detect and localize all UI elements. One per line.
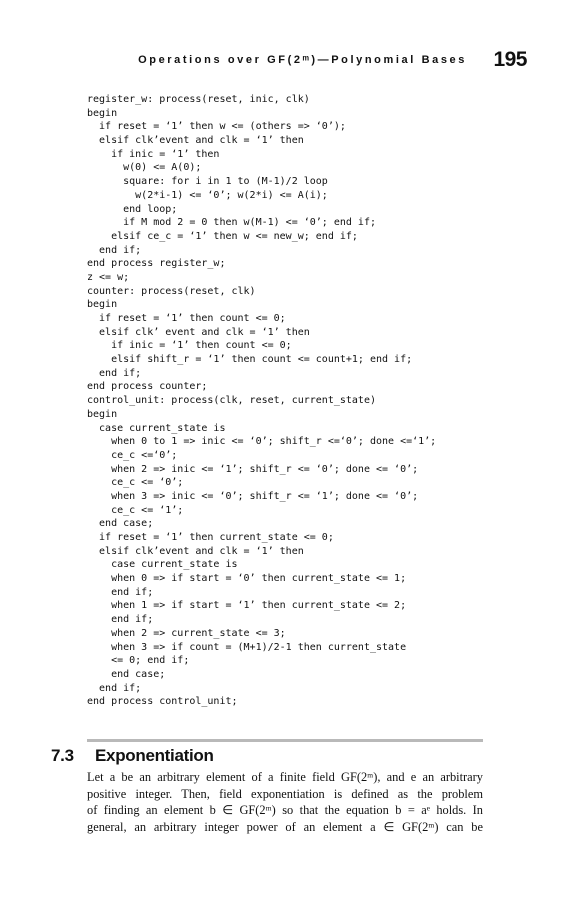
code-line: when 2 => current_state <= 3; [87,627,286,639]
paragraph-line: positive integer. Then, field exponentiation is defined as the problem [87,786,483,801]
code-line: <= 0; end if; [87,655,190,667]
paragraph-line: of finding an element b ∈ GF(2ᵐ) so that the equation b = aᵉ holds. In [87,803,483,817]
code-line: when 1 => if start = ‘1’ then current_state <= 2; [87,600,407,612]
code-line: if reset = ‘1’ then w <= (others => ‘0’); [87,121,346,133]
body-paragraph [87,769,483,835]
code-line: ce_c <= ‘0’; [87,477,184,489]
code-line: elsif ce_c = ‘1’ then w <= new_w; end if; [87,230,358,242]
code-line: end if; [87,614,154,626]
section-heading [51,746,214,766]
code-line: when 0 => if start = ‘0’ then current_state <= 1; [87,573,407,585]
running-header [86,48,527,72]
code-line: end if; [87,244,142,256]
code-line: if inic = ‘1’ then count <= 0; [87,340,292,352]
section-number: 7.3 [51,746,74,765]
code-line: end if; [87,682,142,694]
code-line: end if; [87,367,142,379]
code-line: w(0) <= A(0); [87,162,202,174]
code-line: elsif shift_r = ‘1’ then count <= count+1; end if; [87,354,413,366]
code-line: control_unit: process(clk, reset, current_state) [87,395,376,407]
section-title: Exponentiation [95,746,214,765]
running-title: Operations over GF(2ᵐ)—Polynomial Bases [138,54,467,66]
code-line: when 3 => inic <= ‘0’; shift_r <= ‘1’; done <= ‘0’; [87,490,419,502]
code-line: end if; [87,586,154,598]
code-line: begin [87,408,118,420]
code-line: case current_state is [87,559,238,571]
code-line: ce_c <=‘0’; [87,449,178,461]
code-line: elsif clk’event and clk = ‘1’ then [87,545,304,557]
paragraph-line: Let a be an arbitrary element of a finite field GF(2ᵐ), and e an arbitrary [87,770,483,784]
code-line: ce_c <= ‘1’; [87,504,184,516]
code-line: if reset = ‘1’ then count <= 0; [87,313,286,324]
code-line: w(2*i-1) <= ‘0’; w(2*i) <= A(i); [87,189,328,201]
code-line: end process register_w; [87,258,226,270]
code-line: case current_state is [87,422,226,434]
code-line: if M mod 2 = 0 then w(M-1) <= ‘0’; end if; [87,217,376,229]
paragraph-line: general, an arbitrary integer power of an element a ∈ GF(2ᵐ) can be [87,819,483,834]
code-line: counter: process(reset, clk) [87,285,256,297]
code-line: end process control_unit; [87,696,238,708]
code-line: if reset = ‘1’ then current_state <= 0; [87,532,334,543]
code-line: elsif clk’event and clk = ‘1’ then [87,135,304,147]
code-line: end case; [87,668,166,680]
code-line: register_w: process(reset, inic, clk) [87,94,310,105]
code-line: when 3 => if count = (M+1)/2-1 then current_state [87,641,407,653]
code-line: z <= w; [87,271,130,283]
code-line: begin [87,107,118,119]
code-line: begin [87,299,118,311]
code-line: if inic = ‘1’ then [87,148,220,160]
vhdl-code-listing [87,93,527,709]
code-line: when 0 to 1 => inic <= ‘0’; shift_r <=‘0’; done <=‘1’; [87,436,437,448]
code-line: end case; [87,518,154,530]
code-line: end process counter; [87,381,208,393]
page-number: 195 [493,48,527,71]
code-line: end loop; [87,203,178,215]
section-divider [87,739,483,742]
code-line: square: for i in 1 to (M-1)/2 loop [87,176,328,188]
code-line: when 2 => inic <= ‘1’; shift_r <= ‘0’; done <= ‘0’; [87,463,419,475]
code-line: elsif clk’ event and clk = ‘1’ then [87,326,310,338]
